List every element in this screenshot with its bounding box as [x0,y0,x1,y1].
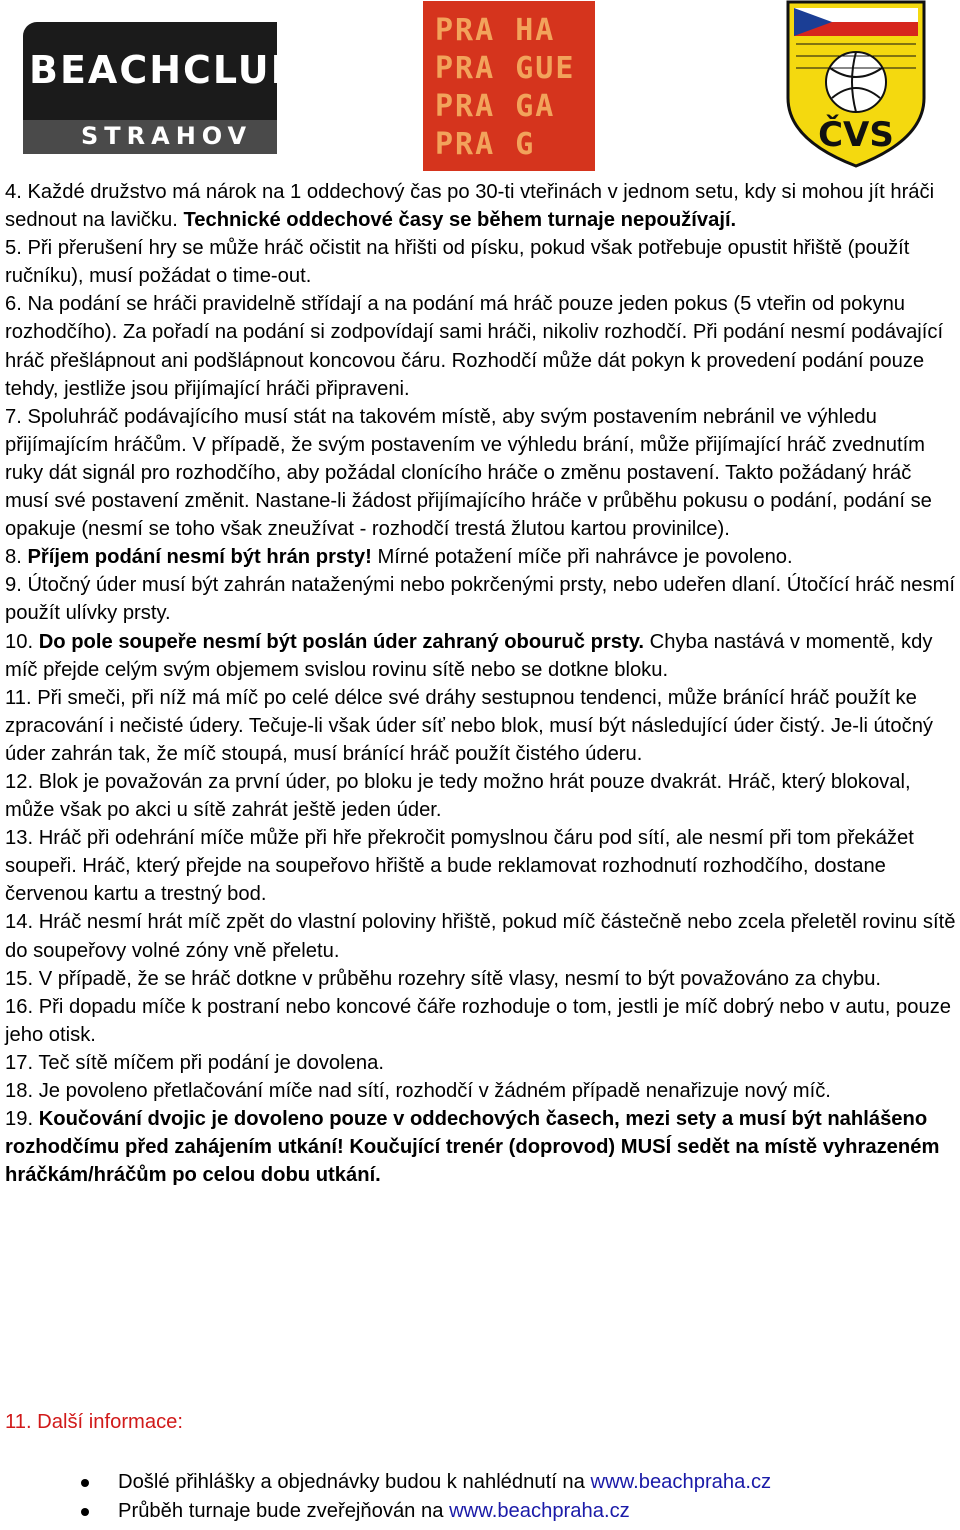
rule-number: 10. [5,630,39,653]
rule-paragraph [5,684,957,768]
rule-paragraph [5,290,957,402]
rule-text: Spoluhráč podávajícího musí stát na takovém místě, aby svým postavením nebránil ve výhledu přijímajícím hráčům. V případě, že svým postavením ve výhledu brání, může přijímající hráč zvednutím ruky dát signál pro rozhodčího, aby požádal clonícího hráče o změnu postavení. Takto požádaný hráč musí své postavení změnit. Nastane-li žádost přijímajícího hráče v průběhu pokusu o podání, podání se opakuje (nesmí se toho však zneužívat - rozhodčí trestá žlutou kartou provinilce). [5,405,932,541]
rule-paragraph [5,178,957,234]
rule-text: Při smeči, při níž má míč po celé délce své dráhy sestupnou tendenci, může bránící hráč použít ke zpracování i nečisté údery. Tečuje-li však úder síť nebo blok, musí být následující úder čistý. Je-li útočný úder zahrán tak, že míč stoupá, musí bránící hráč použít čistého úderu. [5,686,934,765]
rule-number: 19. [5,1108,39,1131]
rule-paragraph [5,571,957,627]
rule-text: Blok je považován za první úder, po bloku je tedy možno hrát pouze dvakrát. Hráč, který blokoval, může však po akci u sítě zahrát ještě jeden úder. [5,770,911,822]
rule-number: 12. [5,770,39,793]
bullet-icon [81,1508,89,1516]
rule-text: Hráč nesmí hrát míč zpět do vlastní poloviny hřiště, pokud míč částečně nebo zcela přeletěl rovinu sítě do soupeřovy volné zóny vně přeletu. [5,911,956,962]
rule-number: 11. [5,686,38,709]
rule-number: 17. [5,1051,39,1074]
rule-text-bold: Do pole soupeře nesmí být poslán úder zahraný obouruč prsty. [38,630,645,653]
rule-number: 5. [5,237,28,260]
rule-paragraph [5,993,957,1049]
rule-number: 4. [5,181,28,203]
rules-body [5,178,957,1189]
rule-text: Chyba nastává v momentě, kdy míč přejde celým svým objemem svislou rovinu sítě nebo se dotkne bloku. [5,630,933,681]
rule-paragraph [5,403,957,543]
cvs-logo-text: ČVS [818,115,894,155]
cvs-volleyball-federation-logo [782,0,930,168]
info-list [0,1468,771,1526]
rule-text: Při přerušení hry se může hráč očistit na hřišti od písku, pokud však potřebuje opustit hřiště (použít ručníku), musí požádat o time-out. [5,237,910,288]
praha-logo-row: PRA HA [435,13,556,48]
rule-text-bold: Příjem podání nesmí být hrán prsty! [27,546,372,569]
rule-text-bold: Koučování dvojic je dovoleno pouze v oddechových časech, mezi sety a musí být nahlášeno rozhodčímu před zahájením utkání! Koučující trenér (doprovod) MUSÍ sedět na místě vyhrazeném hráčkám/hráčům po celou dobu utkání. [5,1108,940,1187]
praha-prague-logo [423,1,595,171]
rule-text: Útočný úder musí být zahrán nataženými nebo pokrčenými prsty, nebo udeřen dlaní. Útočící hráč nesmí použít ulívky prsty. [5,574,956,625]
info-text: Došlé přihlášky a objednávky budou k nahlédnutí na [118,1471,591,1493]
info-list-item [0,1497,771,1526]
rule-number: 8. [5,546,28,569]
rule-paragraph [5,1105,957,1189]
rule-number: 18. [5,1080,39,1102]
rule-number: 9. [5,574,28,597]
bullet-icon [81,1479,89,1487]
rule-paragraph [5,543,957,571]
rule-text: Mírné potažení míče při nahrávce je povoleno. [371,546,793,569]
section-title-dalsi-informace: 11. Další informace: [5,1411,184,1433]
rule-paragraph [5,824,957,908]
rule-text-bold: Technické oddechové časy se během turnaje nepoužívají. [183,209,737,232]
info-list-item [0,1468,771,1497]
praha-logo-row: PRA GUE [435,51,576,86]
rule-paragraph [5,234,957,290]
rule-paragraph [5,1049,957,1077]
praha-logo-row: PRA GA [435,89,556,124]
rule-number: 16. [5,995,39,1018]
rule-number: 6. [5,293,28,316]
rule-paragraph [5,768,957,824]
rule-number: 14. [5,911,39,934]
rule-paragraph [5,1077,957,1105]
praha-logo-row: PRA G [435,127,536,162]
rule-number: 15. [5,967,39,990]
beachpraha-link[interactable]: www.beachpraha.cz [590,1471,772,1493]
beachpraha-link[interactable]: www.beachpraha.cz [449,1500,630,1522]
rule-text: Při dopadu míče k postraní nebo koncové čáře rozhoduje o tom, jestli je míč dobrý nebo v autu, pouze jeho otisk. [5,995,952,1046]
rule-text: Hráč při odehrání míče může při hře překročit pomyslnou čáru pod sítí, ale nesmí při tom překážet soupeři. Hráč, který přejde na soupeřovo hřiště a bude reklamovat rozhodnutí rozhodčího, dostane červenou kartu a trestný bod. [5,827,914,906]
rule-text: Na podání se hráči pravidelně střídají a na podání má hráč pouze jeden pokus (5 vteřin od pokynu rozhodčího). Za pořadí na podání si zodpovídají sami hráči, nikoliv rozhodčí. Při podání nesmí podávající hráč přešlápnout ani podšlápnout koncovou čáru. Rozhodčí může dát pokyn k provedení podání pouze tehdy, jestliže jsou přijímající hráči připraveni. [5,293,944,400]
rule-text: Teč sítě míčem při podání je dovolena. [38,1051,384,1074]
info-text: Průběh turnaje bude zveřejňován na [118,1500,450,1522]
beachclub-logo-text: BEACHCLUB [29,48,302,92]
rule-text: Každé družstvo má nárok na 1 oddechový čas po 30-ti vteřinách v jednom setu, kdy si mohou jít hráči sednout na lavičku. [5,181,935,232]
strahov-logo-text: STRAHOV [81,122,253,150]
rule-number: 7. [5,405,28,428]
rule-paragraph [5,908,957,964]
rule-text: Je povoleno přetlačování míče nad sítí, rozhodčí v žádném případě nenařizuje nový míč. [38,1080,831,1102]
rule-paragraph [5,965,957,993]
rule-paragraph [5,628,957,684]
rule-number: 13. [5,827,39,850]
beachclub-strahov-logo [23,22,302,154]
rule-text: V případě, že se hráč dotkne v průběhu rozehry sítě vlasy, nesmí to být považováno za chybu. [38,967,882,990]
